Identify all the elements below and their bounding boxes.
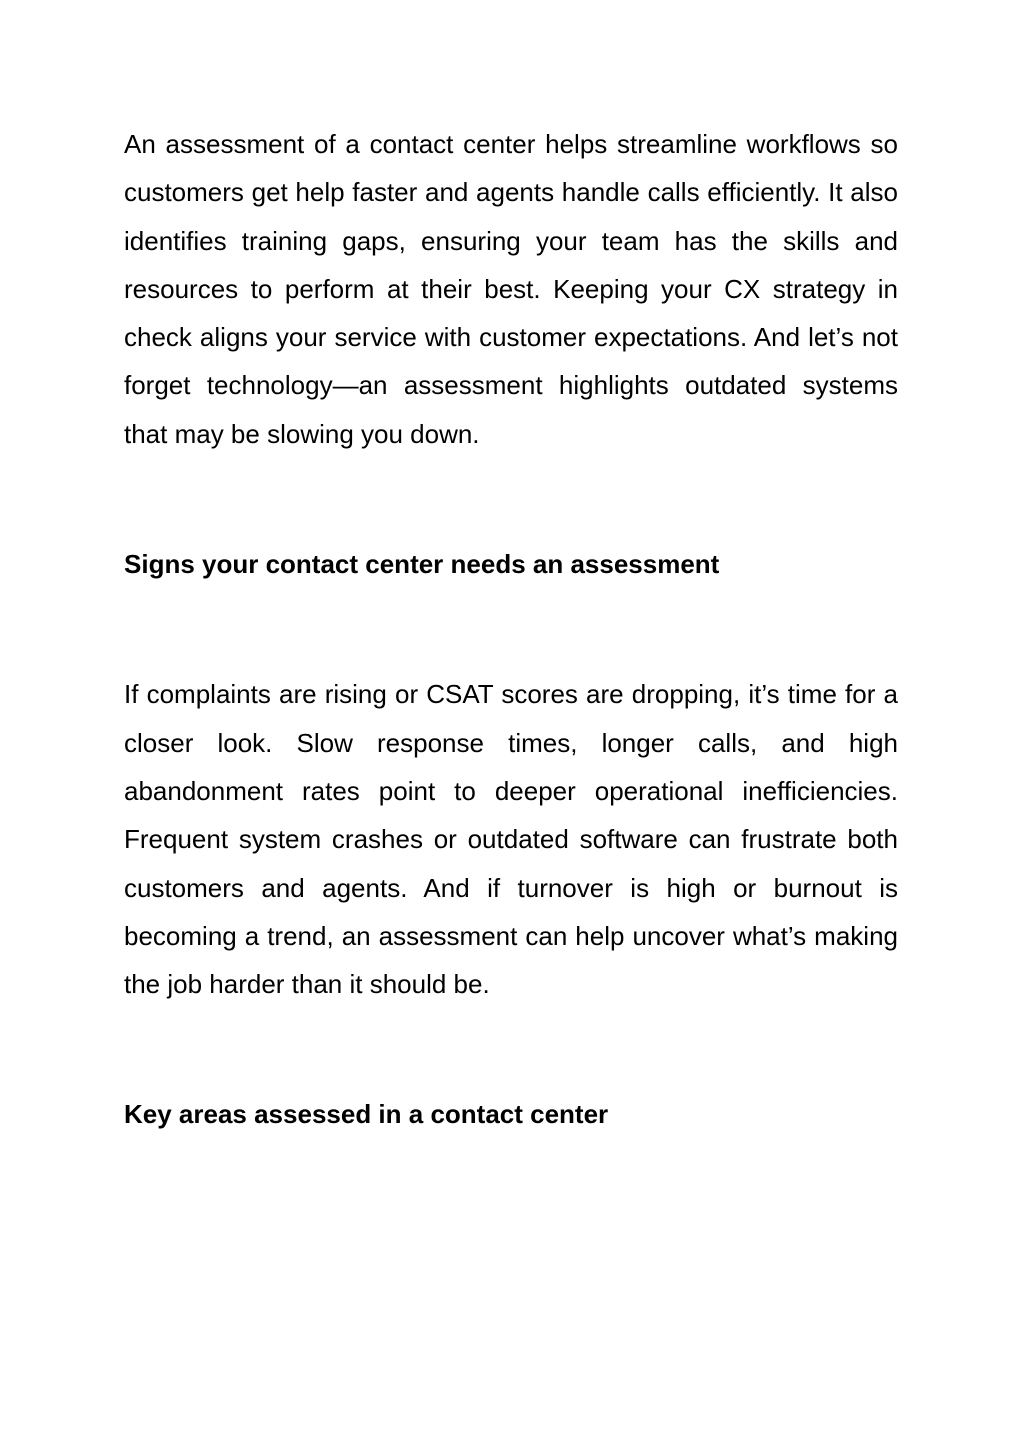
heading-signs-needs-assessment: Signs your contact center needs an assessment xyxy=(124,549,720,580)
paragraph-assessment-benefits: An assessment of a contact center helps streamline workflows so customers get help faster and agents handle calls efficiently. It also identifies training gaps, ensuring your team has the skills and resources to perform at their best. Keeping your CX strategy in check aligns your service with customer expectations. And let’s not forget technology—an assessment highlights outdated systems that may be slowing you down. xyxy=(124,129,898,449)
document-body xyxy=(124,120,898,1139)
heading-key-areas-assessed: Key areas assessed in a contact center xyxy=(124,1099,609,1130)
spacer xyxy=(124,1008,898,1090)
spacer xyxy=(124,458,898,540)
paragraph-warning-signs: If complaints are rising or CSAT scores are dropping, it’s time for a closer look. Slow response times, longer calls, and high abandonment rates point to deeper operational inefficiencies. Frequent system crashes or outdated software can frustrate both customers and agents. And if turnover is high or burnout is becoming a trend, an assessment can help uncover what’s making the job harder than it should be. xyxy=(124,679,898,1000)
spacer xyxy=(124,588,898,670)
